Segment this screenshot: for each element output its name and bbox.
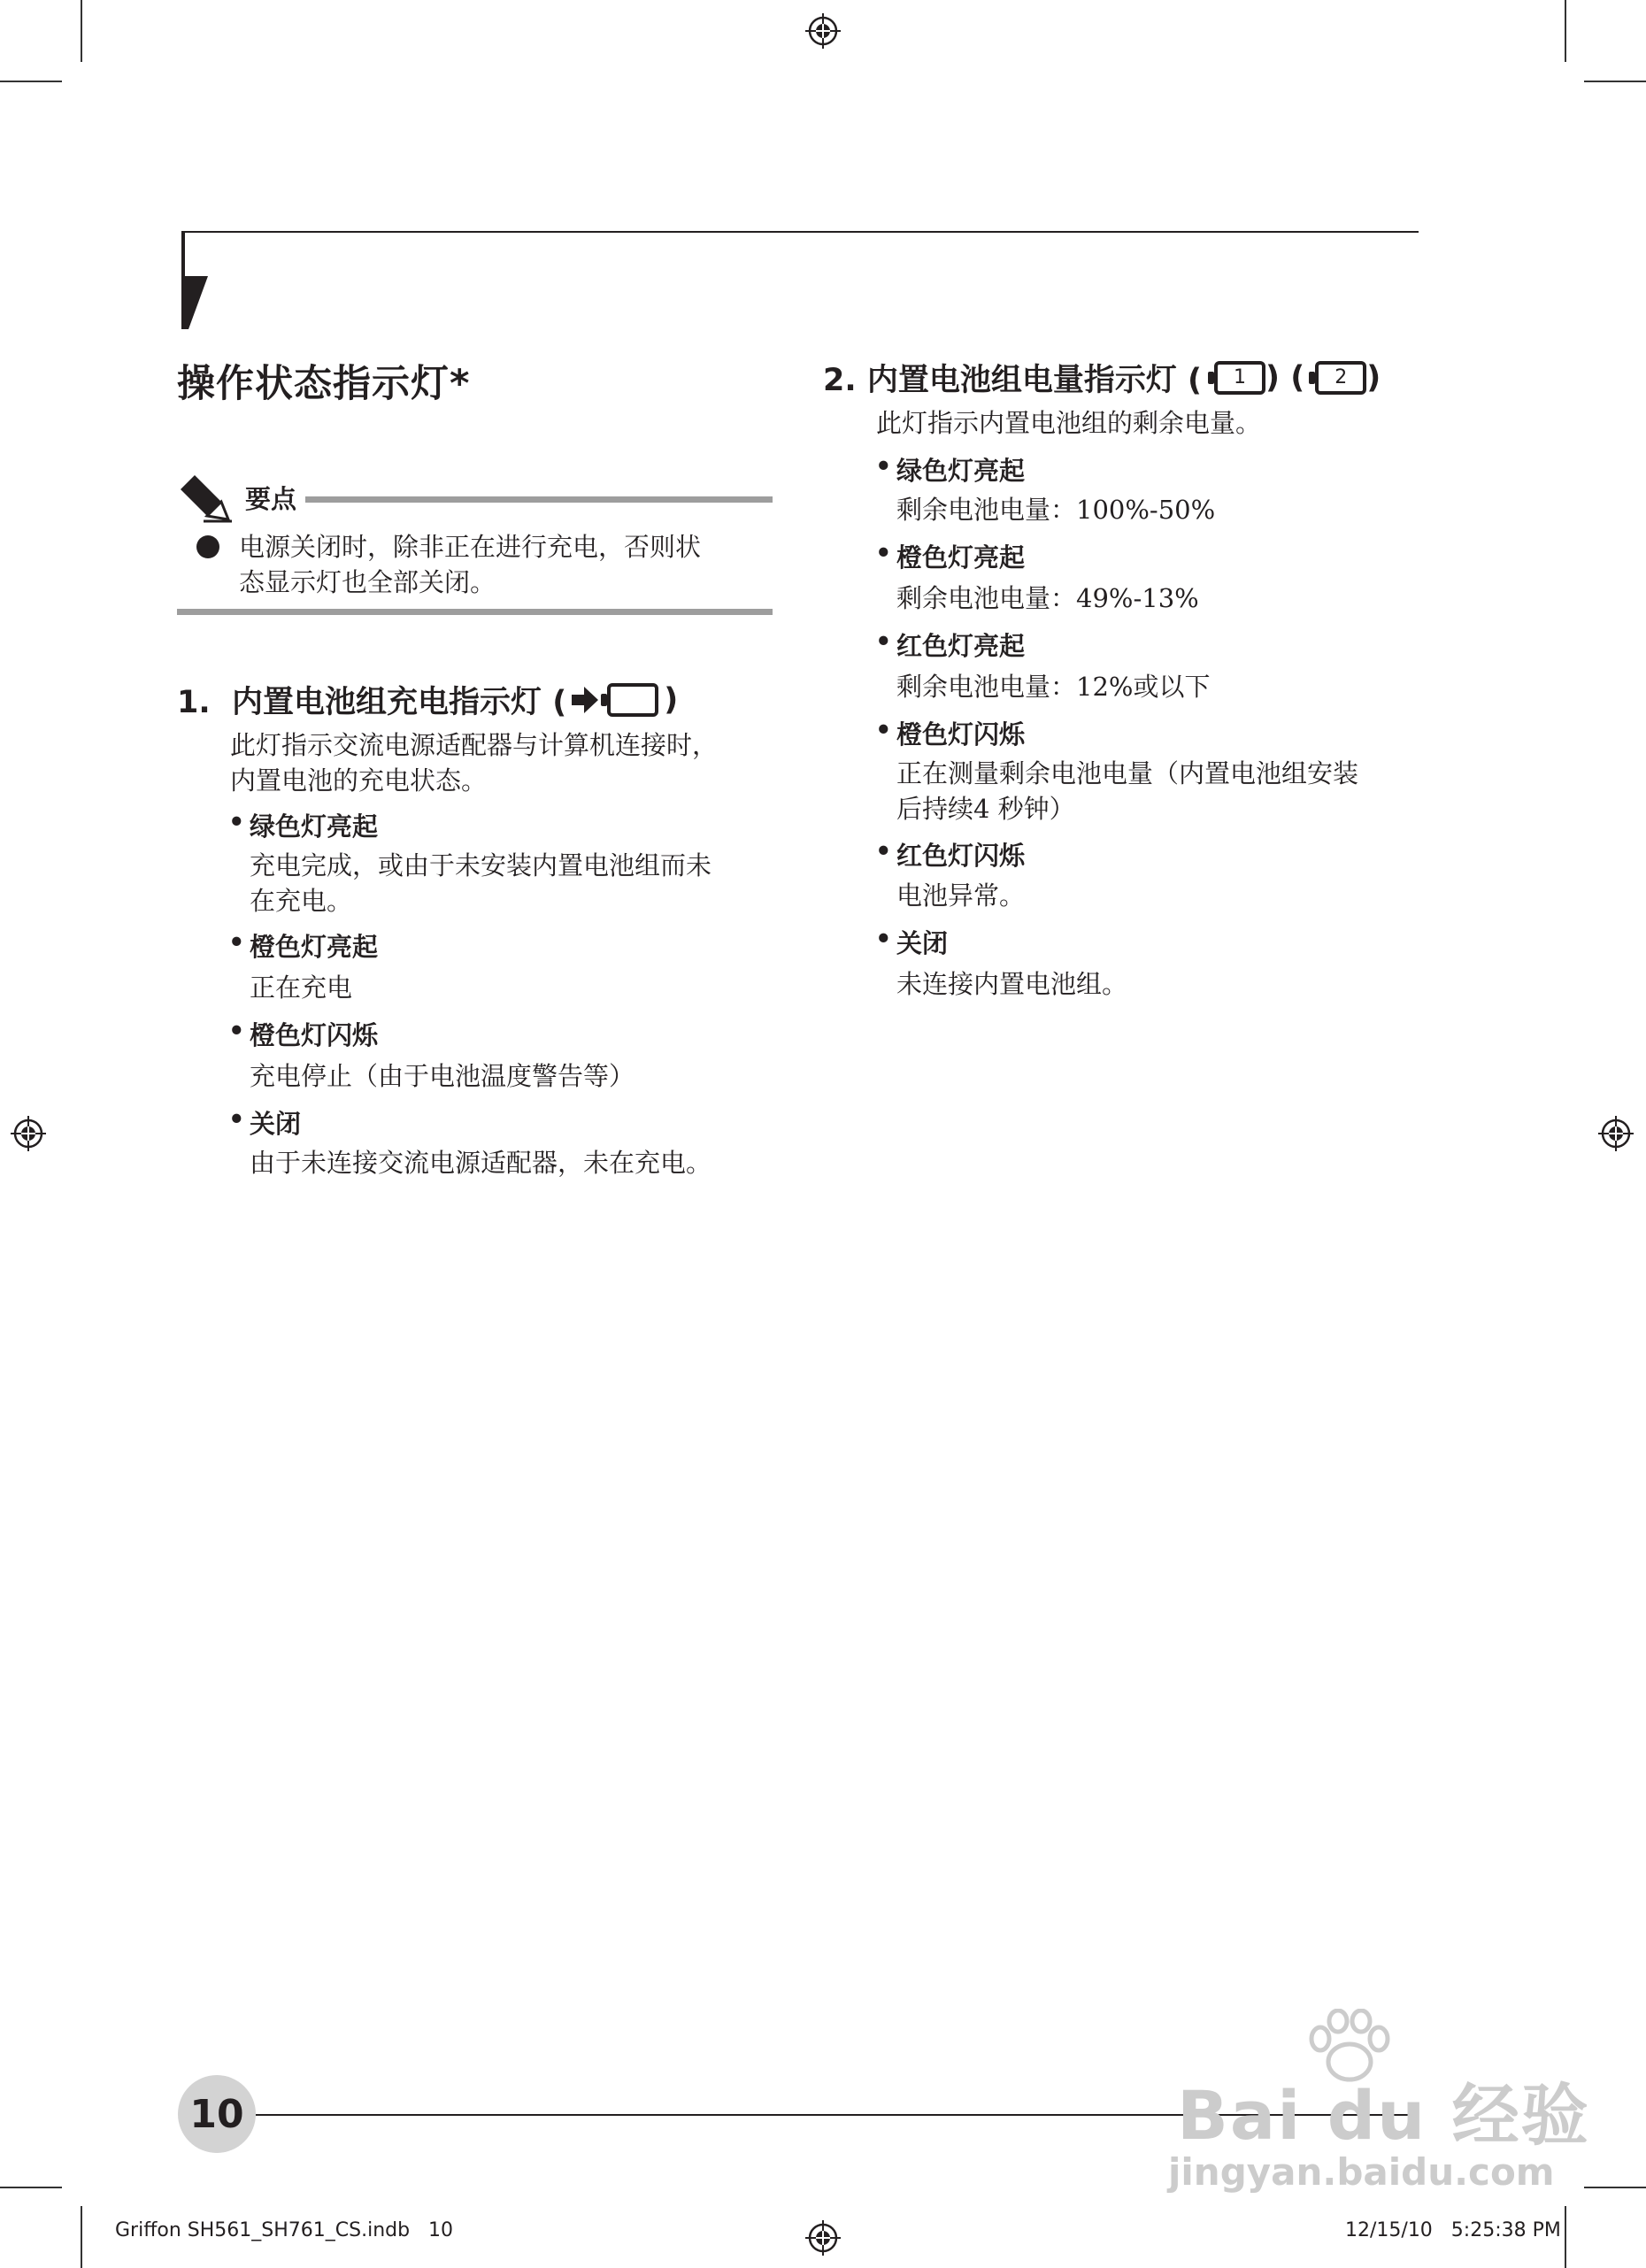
section1-description: 此灯指示交流电源适配器与计算机连接时， 内置电池的充电状态。 bbox=[230, 730, 719, 796]
page-number: 10 bbox=[178, 2075, 256, 2153]
crop-mark bbox=[0, 2187, 62, 2188]
registration-mark-icon bbox=[805, 2220, 841, 2256]
section1-item-label: • 关闭 bbox=[250, 1104, 301, 1141]
arrow-right-icon bbox=[572, 687, 602, 713]
battery-1-icon: 1 bbox=[1214, 361, 1265, 395]
crop-mark bbox=[1565, 0, 1566, 62]
section2-item-label: • 红色灯闪烁 bbox=[896, 836, 1025, 873]
section2-item-label: • 橙色灯亮起 bbox=[896, 538, 1025, 574]
registration-mark-icon bbox=[11, 1116, 46, 1151]
note-text: 电源关闭时，除非正在进行充电，否则状 态显示灯也全部关闭。 bbox=[239, 532, 702, 597]
footer-filename: Griffon SH561_SH761_CS.indb 10 bbox=[115, 2219, 454, 2241]
note-bullet bbox=[196, 535, 219, 558]
note-top-bar bbox=[305, 496, 773, 503]
section2-item-text: 剩余电池电量：100%-50% bbox=[896, 495, 1216, 525]
chapter-tab-icon bbox=[181, 276, 208, 329]
section2-item-text: 正在测量剩余电池电量（内置电池组安装 后持续4 秒钟） bbox=[896, 758, 1359, 824]
crop-mark bbox=[81, 0, 82, 62]
section1-item-text: 由于未连接交流电源适配器，未在充电。 bbox=[250, 1148, 712, 1178]
section2-item-text: 电池异常。 bbox=[896, 880, 1026, 911]
section1-item-label: • 橙色灯亮起 bbox=[250, 927, 378, 964]
crop-mark bbox=[81, 2206, 82, 2268]
paw-logo-icon bbox=[1301, 2009, 1398, 2088]
section1-heading: 1. 内置电池组充电指示灯 ( ) bbox=[177, 682, 679, 720]
section2-item-label: • 红色灯亮起 bbox=[896, 627, 1025, 663]
crop-mark bbox=[0, 81, 62, 82]
section1-item-text: 充电停止（由于电池温度警告等） bbox=[250, 1061, 635, 1091]
crop-mark bbox=[1565, 2206, 1566, 2268]
section1-item-text: 正在充电 bbox=[250, 973, 353, 1003]
section1-item-label: • 绿色灯亮起 bbox=[250, 807, 378, 843]
registration-mark-icon bbox=[805, 13, 841, 49]
note-bottom-bar bbox=[177, 609, 773, 615]
section2-item-label: • 绿色灯亮起 bbox=[896, 451, 1025, 488]
chapter-rule bbox=[183, 231, 1419, 233]
crop-mark bbox=[1584, 81, 1646, 82]
note-label: 要点 bbox=[245, 484, 297, 514]
section1-item-label: • 橙色灯闪烁 bbox=[250, 1016, 378, 1052]
section2-item-text: 剩余电池电量：12%或以下 bbox=[896, 672, 1211, 702]
section2-heading: 2. 内置电池组电量指示灯 ( 1 ) ( 2 ) bbox=[823, 360, 1381, 398]
pencil-note-icon bbox=[177, 473, 232, 523]
battery-charge-icon bbox=[607, 683, 658, 717]
page-title: 操作状态指示灯* bbox=[177, 362, 471, 406]
footer-datetime: 12/15/10 5:25:38 PM bbox=[1345, 2219, 1561, 2241]
watermark-brand: Bai du 经验 bbox=[1177, 2076, 1590, 2155]
section2-item-text: 未连接内置电池组。 bbox=[896, 969, 1128, 999]
section2-item-label: • 关闭 bbox=[896, 924, 948, 960]
watermark-url: jingyan.baidu.com bbox=[1168, 2150, 1555, 2194]
section2-description: 此灯指示内置电池组的剩余电量。 bbox=[876, 408, 1262, 438]
battery-2-icon: 2 bbox=[1315, 361, 1366, 395]
section2-item-text: 剩余电池电量：49%-13% bbox=[896, 583, 1199, 613]
registration-mark-icon bbox=[1598, 1116, 1634, 1151]
section1-item-text: 充电完成，或由于未安装内置电池组而未 在充电。 bbox=[250, 850, 712, 916]
section2-item-label: • 橙色灯闪烁 bbox=[896, 715, 1025, 751]
crop-mark bbox=[1584, 2187, 1646, 2188]
